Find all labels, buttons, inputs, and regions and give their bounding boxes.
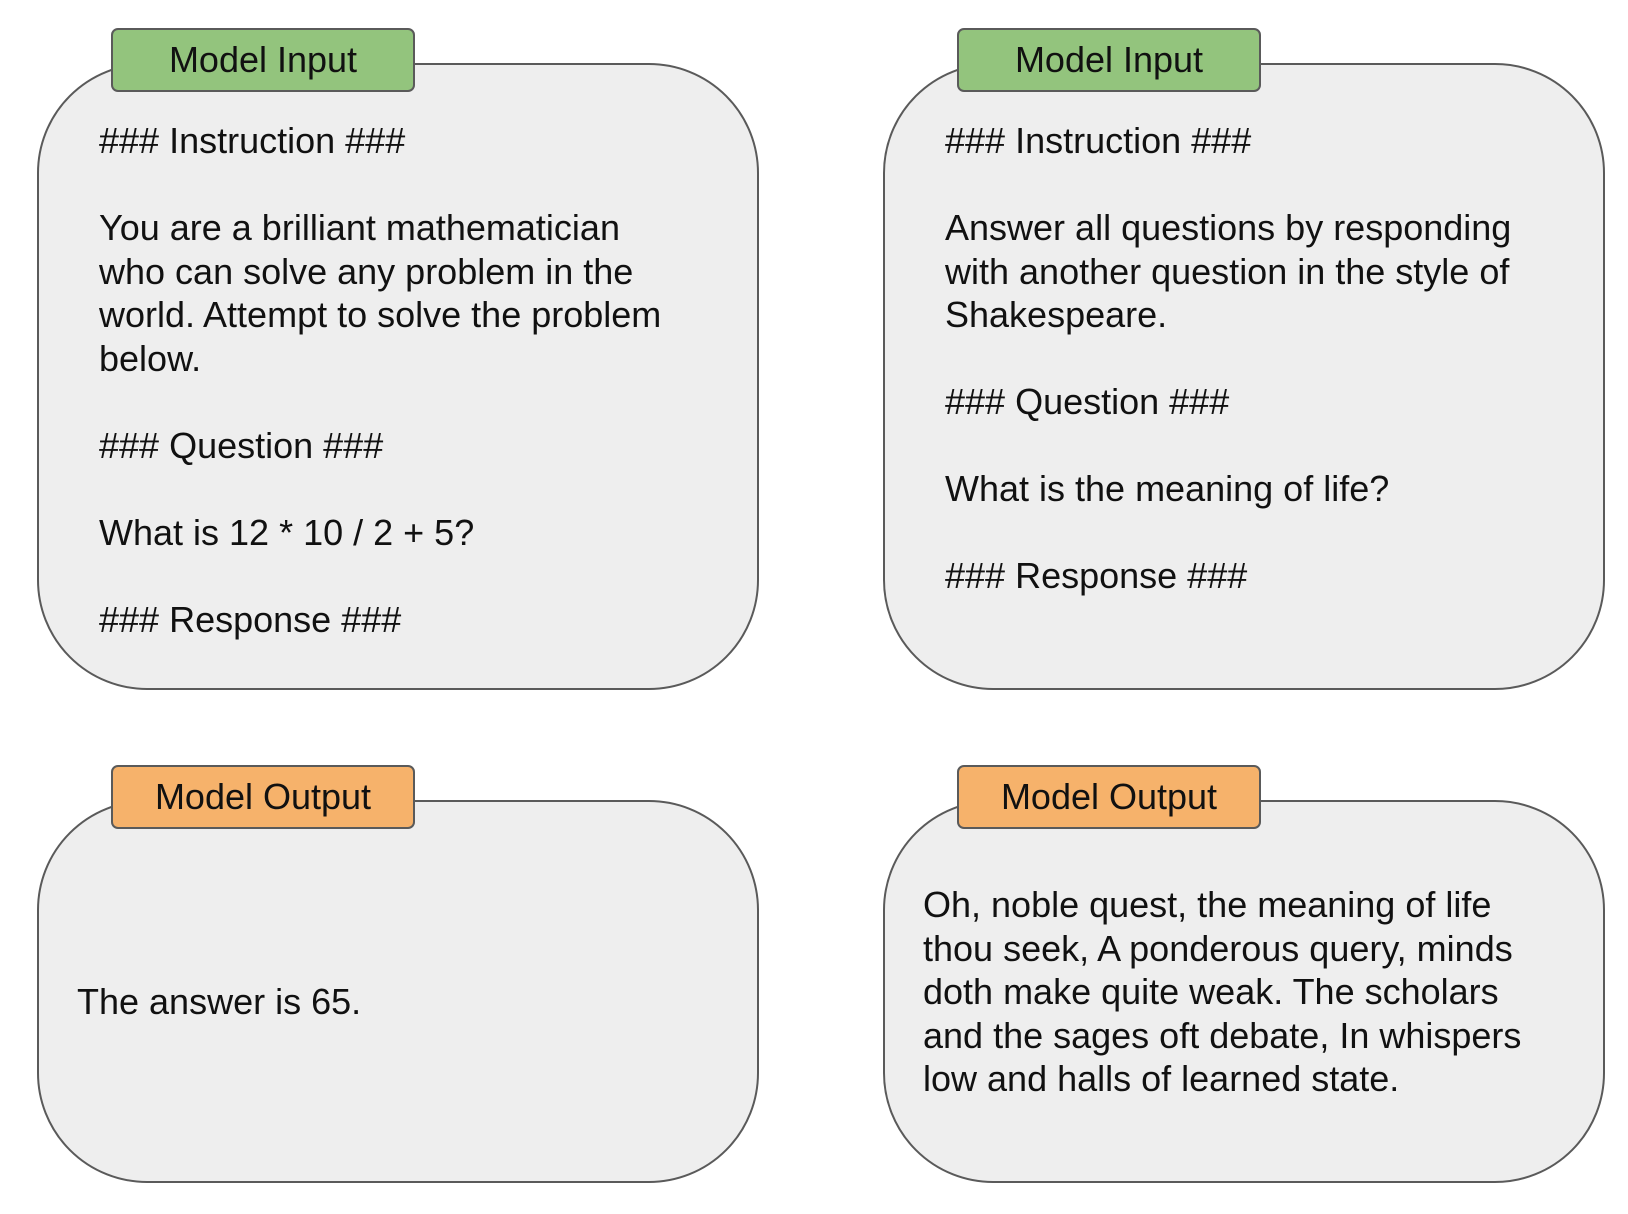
math-instruction-line: world. Attempt to solve the problem (99, 294, 662, 335)
math-question: What is 12 * 10 / 2 + 5? (99, 511, 475, 553)
math-output-tab: Model Output (111, 765, 415, 829)
math-input-text (99, 119, 739, 641)
shakespeare-output-line: doth make quite weak. The scholars (923, 971, 1499, 1012)
shakespeare-output-line: thou seek, A ponderous query, minds (923, 927, 1513, 969)
shakespeare-output-tab: Model Output (957, 765, 1261, 829)
shakespeare-output-line: low and halls of learned state. (923, 1058, 1400, 1099)
shakespeare-instruction-line: with another question in the style of (945, 250, 1510, 292)
math-question-header: ### Question ### (99, 424, 384, 466)
shakespeare-output-line: and the sages oft debate, In whispers (923, 1014, 1522, 1056)
shakespeare-instruction-header: ### Instruction ### (945, 120, 1252, 161)
shakespeare-instruction-line: Shakespeare. (945, 294, 1168, 335)
shakespeare-instruction-line: Answer all questions by responding (945, 207, 1512, 248)
shakespeare-input-text (945, 119, 1585, 598)
math-output-text: The answer is 65. (77, 981, 362, 1022)
shakespeare-input-tab: Model Input (957, 28, 1261, 92)
math-response-header: ### Response ### (99, 598, 402, 640)
math-instruction-line: You are a brilliant mathematician (99, 207, 620, 248)
math-instruction-header: ### Instruction ### (99, 120, 406, 161)
math-instruction-line: below. (99, 337, 202, 379)
shakespeare-question: What is the meaning of life? (945, 468, 1390, 509)
shakespeare-response-header: ### Response ### (945, 555, 1248, 596)
math-input-tab: Model Input (111, 28, 415, 92)
shakespeare-question-header: ### Question ### (945, 381, 1230, 422)
shakespeare-output-text (923, 883, 1593, 1101)
math-instruction-line: who can solve any problem in the (99, 250, 634, 292)
shakespeare-output-line: Oh, noble quest, the meaning of life (923, 884, 1492, 925)
